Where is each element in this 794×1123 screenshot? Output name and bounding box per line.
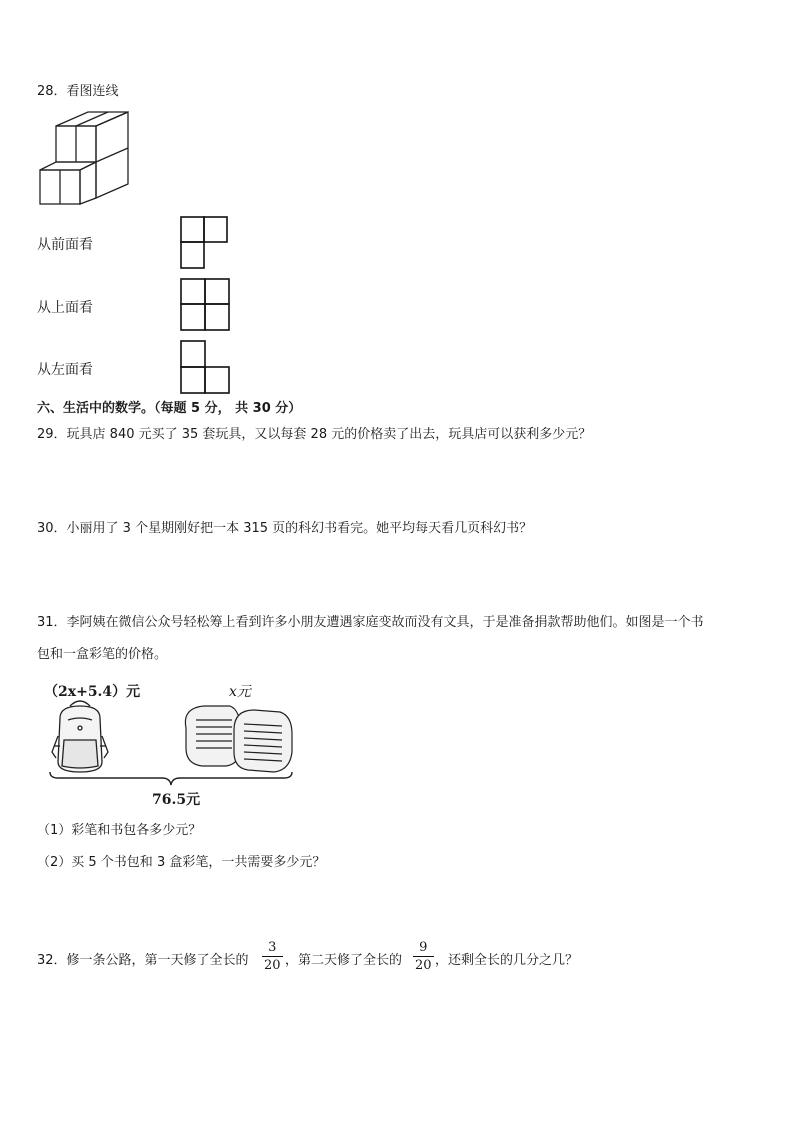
- total-brace: [48, 770, 294, 788]
- section-heading: 六、生活中的数学。（每题 5 分， 共 30 分）: [37, 401, 302, 416]
- q32-part3: ，还剩全长的几分之几？: [435, 953, 579, 968]
- q31-line2: 包和一盒彩笔的价格。: [37, 647, 168, 662]
- q32-part2: ，第二天修了全长的: [285, 953, 403, 968]
- q29-text: 29．玩具店 840 元买了 35 套玩具，又以每套 28 元的价格卖了出去，玩具店可以获利多少元？: [37, 427, 592, 442]
- fraction-1-numerator: 3: [268, 940, 277, 955]
- label-top-view: 从上面看: [37, 300, 93, 316]
- bag-price-label: （2x+5.4）元: [44, 684, 141, 700]
- grid-view-a: [180, 216, 230, 270]
- fraction-1-denominator: 20: [264, 958, 281, 973]
- cube-figure: [38, 110, 134, 208]
- pen-price-label: x元: [229, 684, 251, 700]
- q32-fraction-1: [262, 940, 283, 973]
- fraction-2-numerator: 9: [419, 940, 428, 955]
- total-price-label: 76.5元: [152, 792, 201, 808]
- q31-sub1: （1）彩笔和书包各多少元？: [37, 823, 202, 838]
- backpack-image: [48, 696, 112, 778]
- label-left-view: 从左面看: [37, 362, 93, 378]
- pens-box-image: [182, 698, 294, 776]
- label-front-view: 从前面看: [37, 237, 93, 253]
- q28-title: 28．看图连线: [37, 84, 119, 99]
- q31-sub2: （2）买 5 个书包和 3 盒彩笔，一共需要多少元？: [37, 855, 326, 870]
- q32-part1: 32．修一条公路，第一天修了全长的: [37, 953, 249, 968]
- q31-line1: 31．李阿姨在微信公众号轻松筹上看到许多小朋友遭遇家庭变故而没有文具，于是准备捐款帮助他们。如图是一个书: [37, 615, 704, 630]
- grid-view-c: [180, 340, 232, 395]
- fraction-2-denominator: 20: [415, 958, 432, 973]
- grid-view-b: [180, 278, 232, 332]
- q30-text: 30．小丽用了 3 个星期刚好把一本 315 页的科幻书看完。她平均每天看几页科幻书？: [37, 521, 533, 536]
- q32-fraction-2: [413, 940, 434, 973]
